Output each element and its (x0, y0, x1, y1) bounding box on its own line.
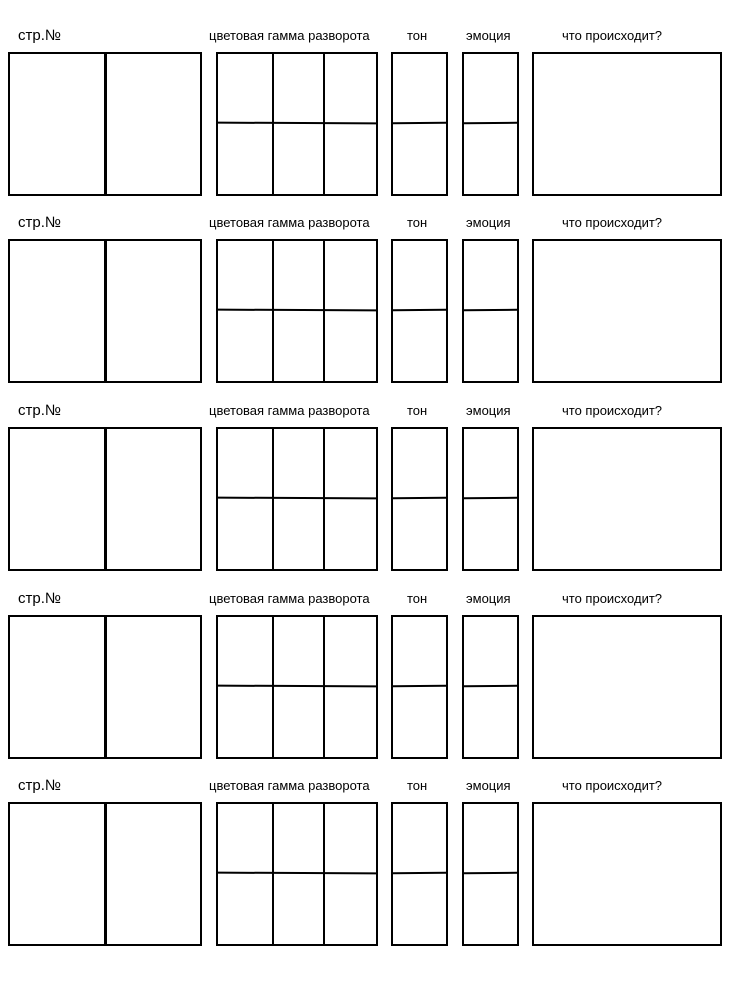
spread-sketch-box[interactable] (8, 427, 202, 571)
tone-label: тон (407, 778, 428, 793)
page-number-label: стр.№ (18, 777, 61, 794)
tone-box[interactable] (391, 52, 448, 196)
emotion-label: эмоция (466, 778, 511, 793)
emotion-label: эмоция (466, 403, 511, 418)
palette-label: цветовая гамма разворота (209, 778, 370, 793)
tone-label: тон (407, 591, 428, 606)
tone-divider (393, 872, 446, 875)
palette-grid[interactable] (216, 802, 378, 946)
emotion-box[interactable] (462, 52, 519, 196)
tone-divider (393, 685, 446, 688)
tone-label: тон (407, 215, 428, 230)
spread-spine-divider (104, 54, 107, 194)
spread-row-5 (0, 778, 729, 968)
palette-divider-horizontal (218, 309, 376, 312)
emotion-box[interactable] (462, 802, 519, 946)
spread-spine-divider (104, 617, 107, 757)
palette-divider-vertical (272, 54, 274, 194)
spread-spine-divider (104, 429, 107, 569)
spread-row-3 (0, 403, 729, 593)
event-description-box[interactable] (532, 802, 722, 946)
palette-grid[interactable] (216, 615, 378, 759)
palette-grid[interactable] (216, 239, 378, 383)
tone-label: тон (407, 28, 428, 43)
palette-grid[interactable] (216, 427, 378, 571)
emotion-divider (464, 497, 517, 499)
palette-label: цветовая гамма разворота (209, 403, 370, 418)
palette-divider-vertical (272, 241, 274, 381)
palette-divider-horizontal (218, 872, 376, 875)
tone-label: тон (407, 403, 428, 418)
spread-spine-divider (104, 241, 107, 381)
spread-row-2 (0, 215, 729, 405)
palette-label: цветовая гамма разворота (209, 28, 370, 43)
event-label: что происходит? (562, 403, 663, 418)
event-description-box[interactable] (532, 52, 722, 196)
palette-divider-horizontal (218, 122, 376, 125)
tone-divider (393, 497, 446, 500)
page-number-label: стр.№ (18, 27, 61, 44)
tone-divider (393, 309, 446, 312)
emotion-divider (464, 685, 517, 687)
emotion-label: эмоция (466, 215, 511, 230)
tone-divider (393, 122, 446, 125)
event-label: что происходит? (562, 591, 663, 606)
spread-sketch-box[interactable] (8, 239, 202, 383)
palette-divider-vertical (272, 429, 274, 569)
palette-label: цветовая гамма разворота (209, 215, 370, 230)
palette-divider-vertical (272, 617, 274, 757)
palette-divider-horizontal (218, 685, 376, 688)
palette-divider-horizontal (218, 497, 376, 500)
page-number-label: стр.№ (18, 214, 61, 231)
emotion-label: эмоция (466, 591, 511, 606)
spread-sketch-box[interactable] (8, 52, 202, 196)
emotion-divider (464, 872, 517, 874)
spread-sketch-box[interactable] (8, 802, 202, 946)
page-number-label: стр.№ (18, 590, 61, 607)
tone-box[interactable] (391, 802, 448, 946)
emotion-box[interactable] (462, 427, 519, 571)
tone-box[interactable] (391, 615, 448, 759)
page-number-label: стр.№ (18, 402, 61, 419)
palette-label: цветовая гамма разворота (209, 591, 370, 606)
spread-spine-divider (104, 804, 107, 944)
event-label: что происходит? (562, 28, 663, 43)
emotion-label: эмоция (466, 28, 511, 43)
emotion-box[interactable] (462, 239, 519, 383)
spread-row-1 (0, 28, 729, 218)
palette-divider-vertical (272, 804, 274, 944)
emotion-box[interactable] (462, 615, 519, 759)
tone-box[interactable] (391, 427, 448, 571)
tone-box[interactable] (391, 239, 448, 383)
palette-grid[interactable] (216, 52, 378, 196)
event-description-box[interactable] (532, 427, 722, 571)
spread-row-4 (0, 591, 729, 781)
event-description-box[interactable] (532, 615, 722, 759)
event-description-box[interactable] (532, 239, 722, 383)
event-label: что происходит? (562, 215, 663, 230)
emotion-divider (464, 309, 517, 311)
spread-sketch-box[interactable] (8, 615, 202, 759)
emotion-divider (464, 122, 517, 124)
event-label: что происходит? (562, 778, 663, 793)
